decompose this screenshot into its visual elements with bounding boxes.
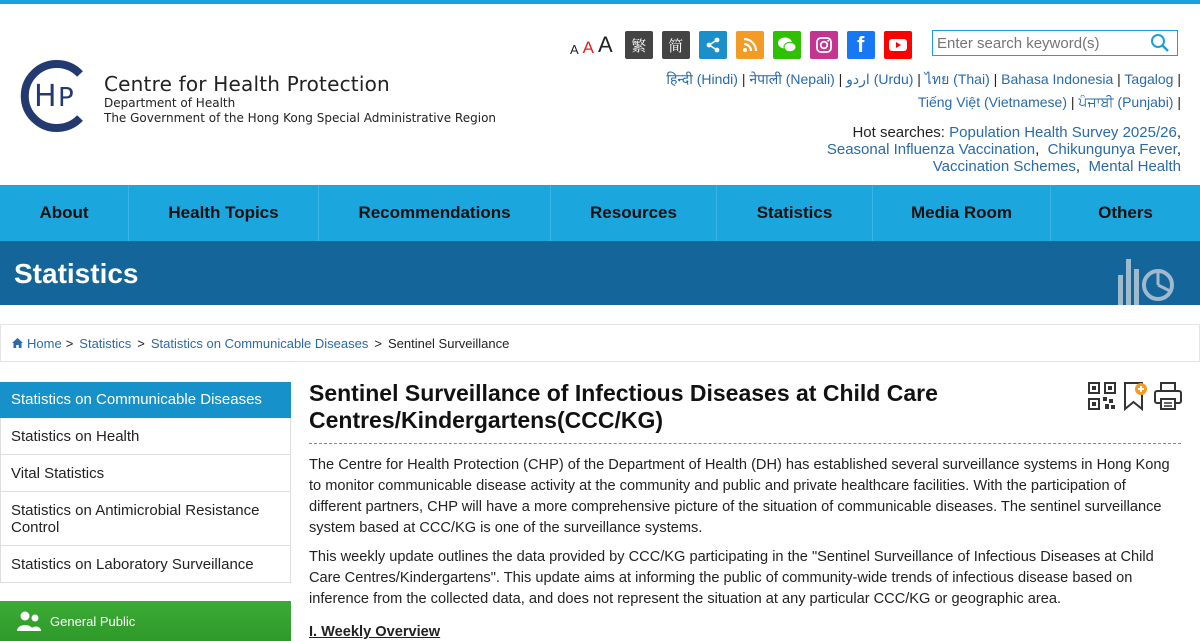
sidebar-item-laboratory[interactable]: Statistics on Laboratory Surveillance (0, 546, 291, 583)
breadcrumb-separator: > (374, 335, 382, 351)
people-icon (16, 610, 42, 632)
lang-nepali[interactable]: नेपाली (Nepali) (749, 71, 835, 87)
lang-punjabi[interactable]: ਪੰਜਾਬੀ (Punjabi) (1078, 94, 1174, 110)
site-header (0, 4, 1200, 185)
statistics-chart-icon (1114, 255, 1180, 305)
breadcrumb-current: Sentinel Surveillance (387, 335, 510, 351)
section-heading: I. Weekly Overview (309, 624, 441, 640)
main-nav (0, 185, 1200, 241)
search-input[interactable] (933, 32, 1145, 54)
hot-searches: Hot searches: Population Health Survey 2025/26, Seasonal Influenza Vaccination, Chikungunya Fever, Vaccination Schemes, Mental Health (826, 124, 1181, 175)
search-icon[interactable] (1145, 31, 1175, 55)
breadcrumb-home[interactable]: Home (27, 335, 62, 351)
dept-name: Department of Health (104, 96, 236, 110)
nav-media-room[interactable]: Media Room (873, 185, 1051, 241)
bookmark-add-icon[interactable] (1120, 380, 1150, 412)
nav-others[interactable]: Others (1098, 203, 1153, 222)
gov-name: The Government of the Hong Kong Special Administrative Region (104, 111, 497, 125)
title-divider (309, 443, 1181, 444)
breadcrumb-separator: > (65, 335, 74, 351)
sidebar-item-communicable-diseases[interactable]: Statistics on Communicable Diseases (0, 382, 291, 418)
org-name: Centre for Health Protection (104, 72, 390, 96)
rss-icon[interactable] (736, 31, 764, 59)
hot-search-link[interactable]: Vaccination Schemes (932, 158, 1076, 175)
breadcrumb (0, 324, 1200, 362)
hot-search-link[interactable]: Seasonal Influenza Vaccination (826, 141, 1036, 158)
lang-thai[interactable]: ไทย (Thai) (924, 71, 990, 87)
main-content (309, 380, 1181, 640)
nav-recommendations[interactable]: Recommendations (319, 185, 551, 241)
hot-search-link[interactable]: Chikungunya Fever (1047, 141, 1177, 158)
traditional-chinese-button[interactable]: 繁 (625, 31, 653, 59)
print-icon[interactable] (1153, 380, 1183, 412)
qr-code-icon[interactable] (1087, 380, 1117, 412)
breadcrumb-separator: > (137, 335, 145, 351)
search-box (932, 30, 1178, 56)
facebook-icon[interactable]: f (847, 31, 875, 59)
sidebar-item-health[interactable]: Statistics on Health (0, 418, 291, 455)
logo-text (104, 72, 496, 126)
youtube-icon[interactable] (884, 31, 912, 59)
general-public-label: General Public (50, 613, 136, 629)
hot-search-link[interactable]: Population Health Survey 2025/26 (949, 124, 1177, 141)
page-tools (1087, 380, 1186, 412)
sidebar-item-vital-statistics[interactable]: Vital Statistics (0, 455, 291, 492)
share-icon[interactable] (699, 31, 727, 59)
font-small-button[interactable]: A (570, 41, 579, 57)
wechat-icon[interactable] (773, 31, 801, 59)
breadcrumb-statistics[interactable]: Statistics (79, 335, 132, 351)
font-medium-button[interactable]: A (582, 37, 595, 57)
nav-about[interactable]: About (0, 185, 129, 241)
svg-text:P: P (58, 83, 74, 113)
lang-indonesian[interactable]: Bahasa Indonesia (1001, 71, 1114, 87)
header-tools (570, 31, 921, 59)
simplified-chinese-button[interactable]: 简 (662, 31, 690, 59)
sidebar (0, 382, 291, 583)
home-icon[interactable] (11, 337, 24, 349)
nav-health-topics[interactable]: Health Topics (129, 185, 319, 241)
svg-text:H: H (34, 79, 57, 114)
intro-paragraph: The Centre for Health Protection (CHP) of the Department of Health (DH) has established several surveillance systems in Hong Kong to monitor communicable disease activity at the community and public and private healthcare facilities. With the participation of different partners, CHP will have a more comprehensive picture of the situation of communicable diseases. The sentinel surveillance system based at CCC/KG is one of the surveillance systems. (309, 457, 1170, 536)
font-large-button[interactable]: A (598, 32, 613, 57)
section-banner (0, 241, 1200, 305)
section-title: Statistics (14, 258, 139, 289)
nav-statistics[interactable]: Statistics (717, 185, 873, 241)
page-title: Sentinel Surveillance of Infectious Diseases at Child Care Centres/Kindergartens(CCC/KG) (309, 380, 938, 433)
hot-searches-label: Hot searches: (852, 124, 945, 141)
nav-resources[interactable]: Resources (551, 185, 717, 241)
instagram-icon[interactable] (810, 31, 838, 59)
lang-hindi[interactable]: हिन्दी (Hindi) (666, 71, 738, 87)
general-public-button[interactable] (0, 601, 291, 641)
lang-urdu[interactable]: اردو (Urdu) (846, 71, 914, 87)
sidebar-item-antimicrobial[interactable]: Statistics on Antimicrobial Resistance Control (0, 492, 291, 546)
lang-vietnamese[interactable]: Tiếng Việt (Vietnamese) (917, 94, 1067, 110)
lang-tagalog[interactable]: Tagalog (1124, 71, 1174, 87)
language-links: हिन्दी (Hindi) | नेपाली (Nepali) | اردو (Urdu) | ไทย (Thai) | Bahasa Indonesia | Tagalog | Tiếng Việt (Vietnamese) | ਪੰਜਾਬੀ (Punjabi) | (666, 71, 1181, 110)
chp-logo[interactable] (20, 60, 92, 132)
update-paragraph: This weekly update outlines the data provided by CCC/KG participating in the "Sentinel Surveillance of Infectious Diseases at Child Care Centres/Kindergartens". This update aims at informing the public of community-wide trends of infectious disease based on inference from the collected data, and does not represent the situation at any particular CCC/KG or geographic area. (309, 549, 1154, 607)
breadcrumb-communicable[interactable]: Statistics on Communicable Diseases (150, 335, 369, 351)
hot-search-link[interactable]: Mental Health (1088, 158, 1181, 175)
